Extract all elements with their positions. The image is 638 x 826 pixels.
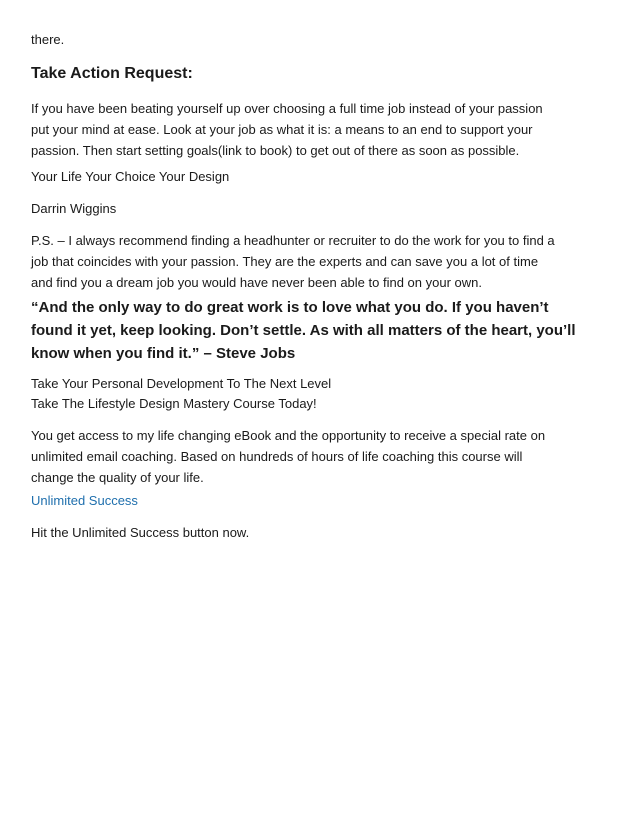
steve-jobs-quote bbox=[31, 296, 611, 365]
call-to-action bbox=[31, 374, 611, 414]
unlimited-success-paragraph bbox=[31, 490, 611, 511]
ps-line: P.S. – I always recommend finding a headhunter or recruiter to do the work for you to find a bbox=[31, 233, 555, 248]
offer-line: You get access to my life changing eBook and the opportunity to receive a special rate on bbox=[31, 428, 546, 443]
unlimited-success-link[interactable]: Unlimited Success bbox=[31, 493, 138, 508]
paragraph-line: put your mind at ease. Look at your job as what it is: a means to an end to support your bbox=[31, 122, 533, 137]
quote-line: “And the only way to do great work is to love what you do. If you haven’t bbox=[31, 299, 549, 316]
author-signature: Darrin Wiggins bbox=[31, 201, 117, 216]
section-heading: Take Action Request: bbox=[31, 65, 193, 82]
offer-line: unlimited email coaching. Based on hundreds of hours of life coaching this course will bbox=[31, 449, 523, 464]
paragraph-line: passion. Then start setting goals(link to book) to get out of there as soon as possible. bbox=[31, 143, 520, 158]
ps-line: and find you a dream job you would have never been able to find on your own. bbox=[31, 275, 482, 290]
cta-line: Take Your Personal Development To The Next Level bbox=[31, 376, 332, 391]
take-action-paragraph bbox=[31, 98, 611, 161]
quote-line: know when you find it.” – Steve Jobs bbox=[31, 345, 296, 362]
offer-line: change the quality of your life. bbox=[31, 470, 204, 485]
intro-tail-text: there. bbox=[31, 32, 65, 47]
tagline-text: Your Life Your Choice Your Design bbox=[31, 169, 230, 184]
ps-line: job that coincides with your passion. They are the experts and can save you a lot of time bbox=[31, 254, 539, 269]
cta-line: Take The Lifestyle Design Mastery Course Today! bbox=[31, 396, 317, 411]
closing-text: Hit the Unlimited Success button now. bbox=[31, 525, 250, 540]
paragraph-line: If you have been beating yourself up over choosing a full time job instead of your passion bbox=[31, 101, 543, 116]
quote-line: found it yet, keep looking. Don’t settle. As with all matters of the heart, you’ll bbox=[31, 322, 576, 339]
ps-paragraph bbox=[31, 230, 611, 293]
offer-paragraph bbox=[31, 425, 611, 488]
